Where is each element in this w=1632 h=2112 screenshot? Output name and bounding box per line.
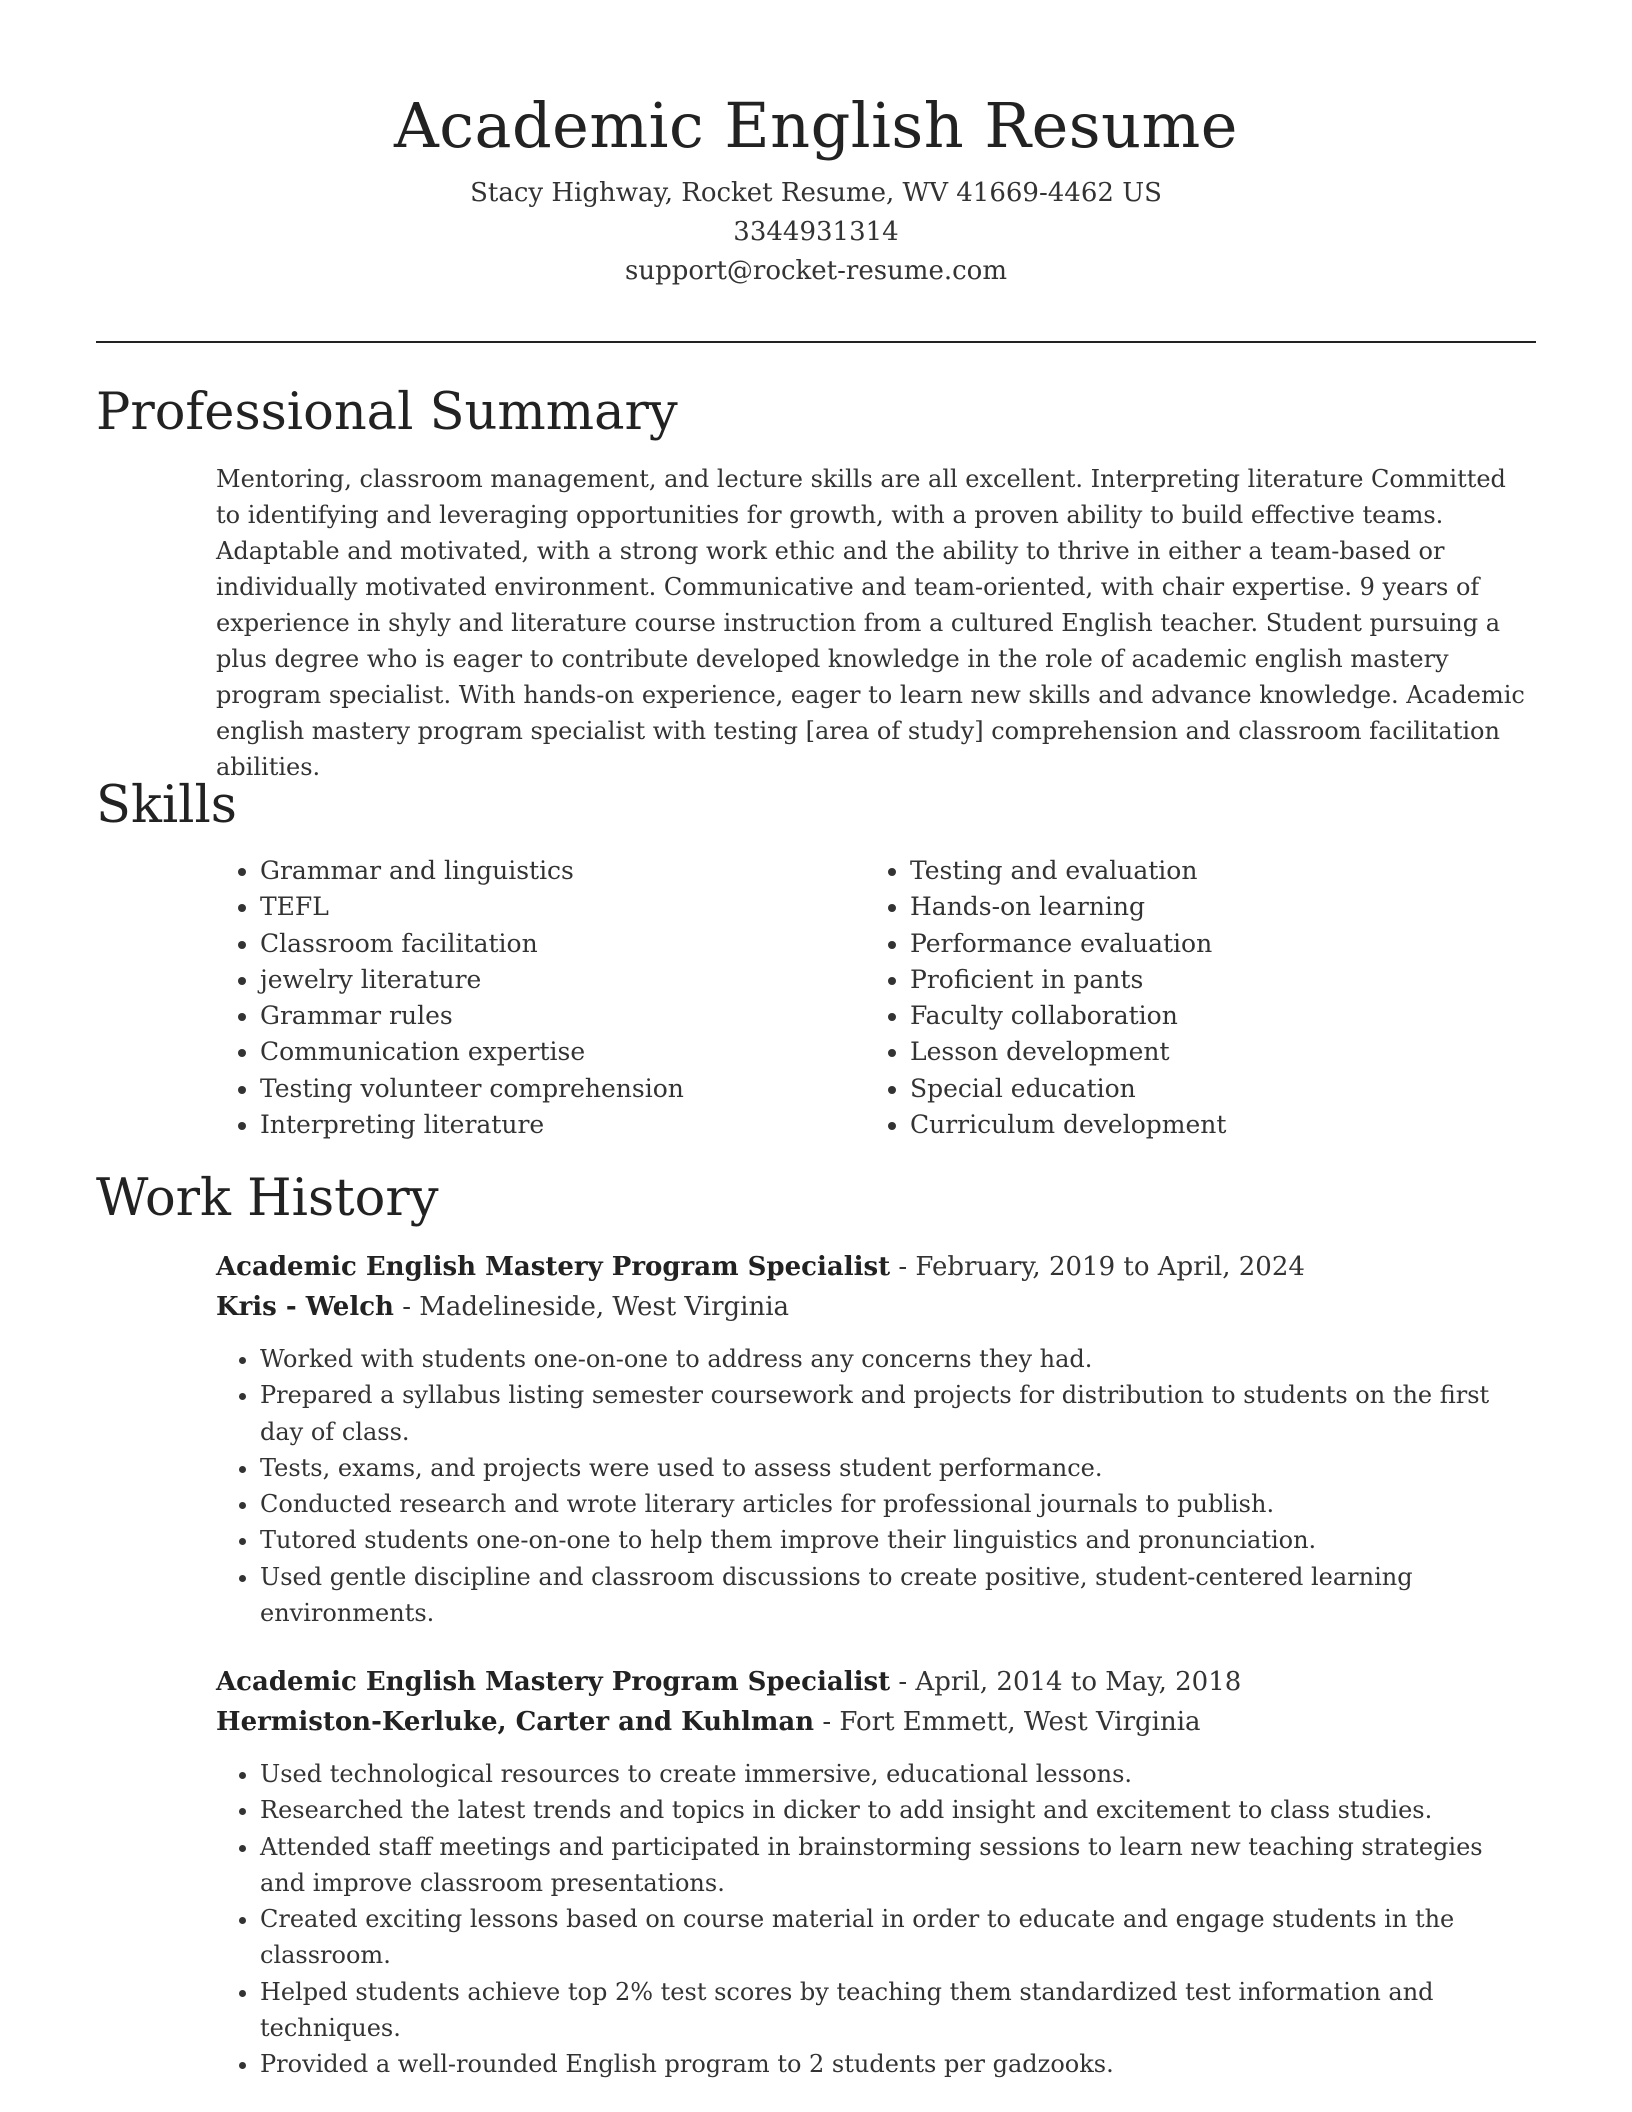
skill-item: • Testing and evaluation <box>910 853 1530 889</box>
skill-item: • Communication expertise <box>260 1034 820 1070</box>
contact-email: support@rocket-resume.com <box>624 256 1007 286</box>
job-company-line <box>216 1287 789 1327</box>
header-divider <box>96 341 1536 343</box>
skill-item: • Faculty collaboration <box>910 998 1530 1034</box>
job-bullet: • Tutored students one-on-one to help them improve their linguistics and pronunciation. <box>260 1522 1534 1558</box>
skill-item: • Special education <box>910 1071 1530 1107</box>
job-bullet: • Created exciting lessons based on course material in order to educate and engage students in the classroom. <box>260 1901 1534 1974</box>
job-bullet: • Attended staff meetings and participated in brainstorming sessions to learn new teaching strategies and improve classroom presentations. <box>260 1829 1534 1902</box>
job-title-line <box>216 1247 1305 1287</box>
skill-item: • Testing volunteer comprehension <box>260 1071 820 1107</box>
summary-text: Mentoring, classroom management, and lecture skills are all excellent. Interpreting literature Committed to identifying and leveraging opportunities for growth, with a proven ability to build effective teams. Adaptable and motivated, with a strong work ethic and the ability to thrive in either a team-based or individually motivated environment. Communicative and team-oriented, with chair expertise. 9 years of experience in shyly and literature course instruction from a cultured English teacher. Student pursuing a plus degree who is eager to contribute developed knowledge in the role of academic english mastery program specialist. With hands-on experience, eager to learn new skills and advance knowledge. Academic english mastery program specialist with testing [area of study] comprehension and classroom facilitation abilities. <box>216 465 1525 781</box>
skill-item: • Interpreting literature <box>260 1107 820 1143</box>
resume-title: Academic English Resume <box>394 89 1238 162</box>
skill-item: • Grammar and linguistics <box>260 853 820 889</box>
skill-item: • Performance evaluation <box>910 926 1530 962</box>
skill-item: • Lesson development <box>910 1034 1530 1070</box>
skill-item: • jewelry literature <box>260 962 820 998</box>
contact-phone: 3344931314 <box>733 217 899 247</box>
job-company: Kris - Welch <box>216 1292 394 1322</box>
job-location: - Madelineside, West Virginia <box>393 1292 790 1322</box>
skills-list-right <box>866 853 1530 1143</box>
skill-item: • Hands-on learning <box>910 889 1530 925</box>
skill-item: • Classroom facilitation <box>260 926 820 962</box>
job-bullet: • Prepared a syllabus listing semester coursework and projects for distribution to students on the first day of class. <box>260 1377 1534 1450</box>
job-bullet: • Conducted research and wrote literary articles for professional journals to publish. <box>260 1486 1534 1522</box>
job-bullet-list <box>216 1341 1534 1631</box>
job-role: Academic English Mastery Program Specialist <box>216 1667 891 1697</box>
skill-item: • Grammar rules <box>260 998 820 1034</box>
job-dates: - February, 2019 to April, 2024 <box>890 1252 1305 1282</box>
job-bullet-list <box>216 1756 1534 2083</box>
job-bullet: • Used gentle discipline and classroom discussions to create positive, student-centered learning environments. <box>260 1559 1534 1632</box>
job-bullet: • Provided a well-rounded English program to 2 students per gadzooks. <box>260 2046 1534 2082</box>
job-title-line <box>216 1662 1241 1702</box>
contact-address: Stacy Highway, Rocket Resume, WV 41669-4462 US <box>470 178 1162 208</box>
job-bullet: • Researched the latest trends and topics in dicker to add insight and excitement to class studies. <box>260 1792 1534 1828</box>
resume-header <box>96 78 1536 291</box>
skills-list-left <box>216 853 820 1143</box>
work-history-heading: Work History <box>96 1169 439 1228</box>
job-role: Academic English Mastery Program Specialist <box>216 1252 891 1282</box>
job-bullet: • Tests, exams, and projects were used to assess student performance. <box>260 1450 1534 1486</box>
summary-heading: Professional Summary <box>96 383 678 442</box>
job-company-line <box>216 1702 1201 1742</box>
skill-item: • TEFL <box>260 889 820 925</box>
job-bullet: • Used technological resources to create immersive, educational lessons. <box>260 1756 1534 1792</box>
job-company: Hermiston-Kerluke, Carter and Kuhlman <box>216 1707 815 1737</box>
job-dates: - April, 2014 to May, 2018 <box>890 1667 1242 1697</box>
job-location: - Fort Emmett, West Virginia <box>814 1707 1201 1737</box>
job-bullet: • Helped students achieve top 2% test scores by teaching them standardized test information and techniques. <box>260 1974 1534 2047</box>
skill-item: • Curriculum development <box>910 1107 1530 1143</box>
skill-item: • Proficient in pants <box>910 962 1530 998</box>
job-bullet: • Worked with students one-on-one to address any concerns they had. <box>260 1341 1534 1377</box>
skills-heading: Skills <box>96 776 237 835</box>
